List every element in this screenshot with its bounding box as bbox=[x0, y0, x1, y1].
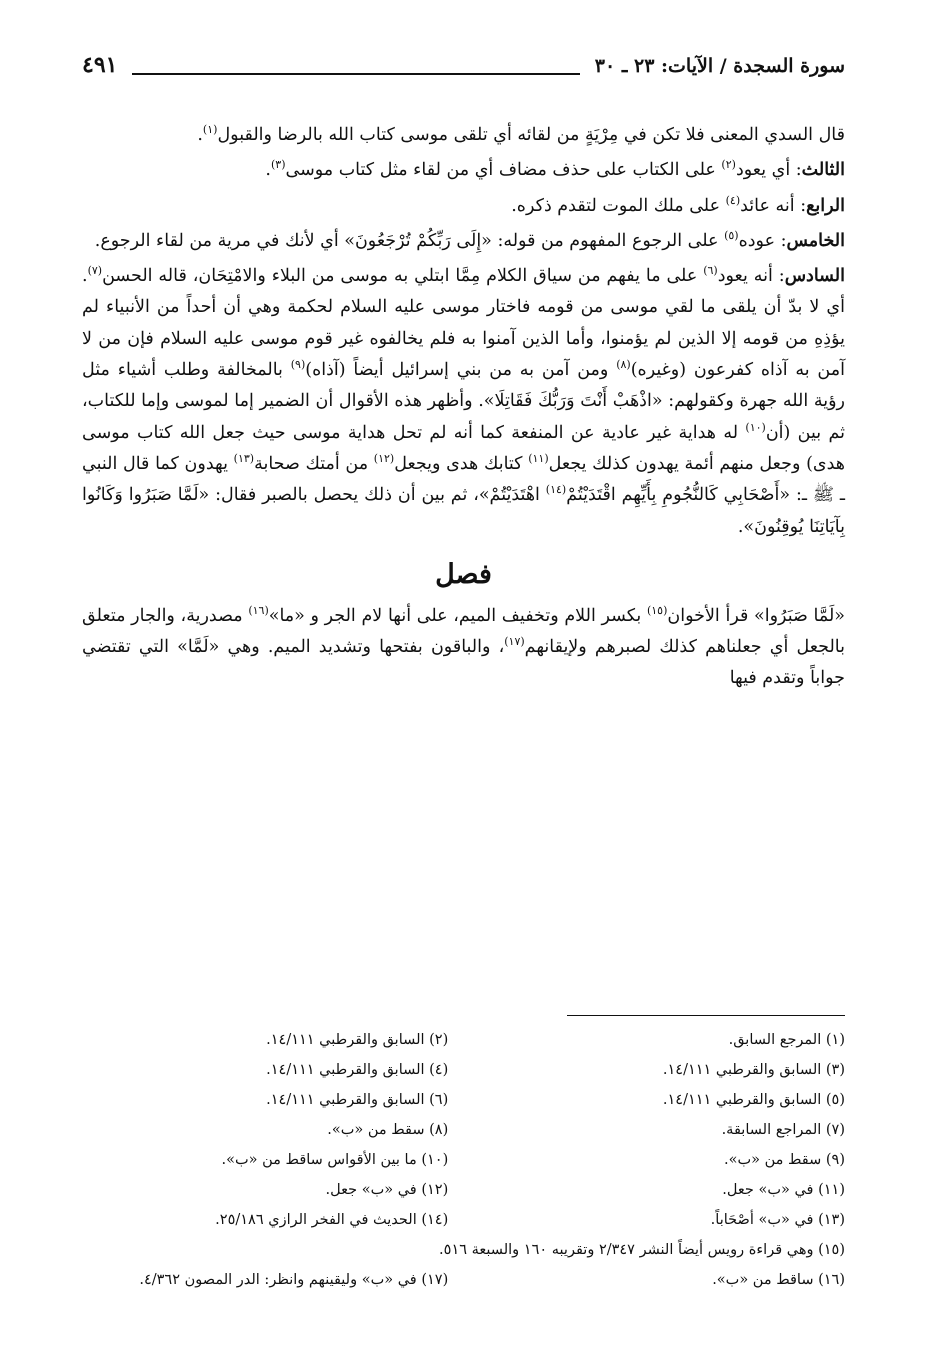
paragraph-third: الثالث: أي يعود$^{(٢)}$ على الكتاب على حذف مضاف أي من لقاء مثل كتاب موسى$^{(٣)}$. bbox=[265, 158, 845, 181]
footnotes bbox=[82, 1025, 845, 1295]
footnote-ref: (٥) bbox=[724, 229, 739, 243]
footnote-ref: (٤) bbox=[725, 193, 741, 207]
page-number: ٤٩١ bbox=[82, 52, 118, 78]
footnote-ref: (١٣) bbox=[233, 452, 255, 466]
footnote: (٥) السابق والقرطبي ١٤/١١١. bbox=[662, 1092, 845, 1108]
footnote-ref: (١١) bbox=[528, 452, 549, 466]
footnote: (١٤) الحديث في الفخر الرازي ٢٥/١٨٦. bbox=[215, 1212, 449, 1228]
footnote: (١٠) ما بين الأقواس ساقط من «ب». bbox=[221, 1152, 449, 1168]
footnote-ref: (١٠) bbox=[745, 420, 766, 434]
footnote: (٨) سقط من «ب». bbox=[327, 1122, 449, 1138]
footnote: (١) المرجع السابق. bbox=[728, 1032, 845, 1048]
paragraph-section: «لَمَّا صَبَرُوا» قرأ الأخوان$^{(١٥)}$ بكسر اللام وتخفيف الميم، على أنها لام الجر و «ما»$^{(١٦)}$ مصدرية، والجار متعلق بالجعل أي جعلناهم كذلك لصبرهم ولإيقانهم$^{(١٧)}$، والباقون بفتحها وتشديد الميم. وهي «لَمَّا» التي تقتضي جواباً وتقدم فيها bbox=[82, 604, 845, 689]
footnote: (١٣) في «ب» أصْحَاباً. bbox=[710, 1212, 845, 1228]
footnote: (٣) السابق والقرطبي ١٤/١١١. bbox=[662, 1062, 845, 1078]
footnote: (٧) المراجع السابقة. bbox=[721, 1122, 845, 1138]
footnote-ref: (٦) bbox=[703, 264, 718, 278]
paragraph-label: الثالث bbox=[801, 160, 845, 181]
section-heading: فصل bbox=[435, 558, 492, 590]
footnote-ref: (٣) bbox=[270, 158, 286, 172]
main-text bbox=[82, 120, 845, 699]
footnote: (٢) السابق والقرطبي ١٤/١١١. bbox=[266, 1032, 449, 1048]
header-rule bbox=[132, 73, 580, 75]
paragraph-label: الرابع bbox=[806, 195, 845, 216]
paragraph-fourth: الرابع: أنه عائد$^{(٤)}$ على ملك الموت لتقدم ذكره. bbox=[511, 193, 845, 216]
footnote: (١٦) ساقط من «ب». bbox=[712, 1272, 845, 1288]
footnote-ref: (١٧) bbox=[504, 635, 525, 649]
footnote-ref: (٨) bbox=[616, 358, 631, 372]
footnote-rule bbox=[567, 1015, 845, 1016]
footnote: (٦) السابق والقرطبي ١٤/١١١. bbox=[266, 1092, 449, 1108]
paragraph-1: قال السدي المعنى فلا تكن في مِرْيَةٍ من لقائه أي تلقى موسى كتاب الله بالرضا والقبول$^{(١)}$. bbox=[197, 123, 845, 145]
footnote: (٤) السابق والقرطبي ١٤/١١١. bbox=[266, 1062, 449, 1078]
footnote: (١٧) في «ب» وليقينهم وانظر: الدر المصون ٤/٣٦٢. bbox=[139, 1272, 449, 1288]
footnote-ref: (١٢) bbox=[373, 452, 395, 466]
footnote-ref: (١٦) bbox=[248, 604, 269, 618]
paragraph-fifth: الخامس: عوده$^{(٥)}$ على الرجوع المفهوم من قوله: «إِلَى رَبِّكُمْ تُرْجَعُونَ» أي لأنك في مرية من لقاء الرجوع. bbox=[94, 229, 845, 251]
footnote-ref: (١٥) bbox=[646, 604, 668, 618]
footnote-ref: (٧) bbox=[87, 264, 103, 278]
header-title: سورة السجدة / الآيات: ٢٣ ـ ٣٠ bbox=[594, 55, 845, 77]
footnote: (١١) في «ب» جعل. bbox=[722, 1182, 845, 1198]
footnote-ref: (١٤) bbox=[545, 483, 567, 497]
footnote-ref: (٩) bbox=[290, 358, 306, 372]
footnote: (٩) سقط من «ب». bbox=[723, 1152, 845, 1168]
footnote-ref: (٢) bbox=[721, 158, 736, 172]
running-header bbox=[82, 52, 845, 89]
paragraph-label: السادس bbox=[784, 266, 845, 287]
footnote: (١٥) وهي قراءة رويس أيضاً النشر ٢/٣٤٧ وتقريبه ١٦٠ والسبعة ٥١٦. bbox=[439, 1242, 845, 1258]
paragraph-sixth: السادس: أنه يعود$^{(٦)}$ على ما يفهم من سياق الكلام مِمَّا ابتلي به موسى من البلاء والامْتِحَان، قاله الحسن$^{(٧)}$. أي لا بدّ أن يلقى ما لقي موسى من قومه فاختار موسى عليه السلام لحكمة وهي أن أحداً من الأنبياء لم يؤذِهِ من قومه إلا الذين لم يؤمنوا، وأما الذين آمنوا به فلم يخالفوه غير قوم موسى عليه السلام فإن من لا آمن به آذاه كفرعون (وغيره)$^{(٨)}$ ومن آمن به من بني إسرائيل أيضاً (آذاه)$^{(٩)}$ بالمخالفة وطلب أشياء مثل رؤية الله جهرة وكقولهم: «اذْهَبْ أَنْتَ وَرَبُّكَ فَقَاتِلَا». وأظهر هذه الأقوال أن الضمير إما لموسى وإما للكتاب، ثم بين (أن$^{(١٠)}$ له هداية غير عادية عن المنفعة كما أنه لم تحل هداية موسى حيث جعل الله كتاب موسى هدى) وجعل منهم أئمة يهدون كذلك يجعل$^{(١١)}$ كتابك هدى ويجعل$^{(١٢)}$ من أمتك صحابة$^{(١٣)}$ يهدون كما قال النبي ـ ﷺ ـ: «أَصْحَابِي كَالنُّجُومِ بِأَيِّهِم اقْتَدَيْتُمْ$^{(١٤)}$ اهْتَدَيْتُمْ»، ثم بين أن ذلك يحصل بالصبر فقال: «لَمَّا صَبَرُوا وَكَانُوا بِآيَاتِنَا يُوقِنُونَ». bbox=[82, 264, 846, 537]
footnote-ref: (١) bbox=[202, 123, 218, 137]
footnote: (١٢) في «ب» جعل. bbox=[325, 1182, 449, 1198]
paragraph-label: الخامس bbox=[786, 230, 845, 251]
